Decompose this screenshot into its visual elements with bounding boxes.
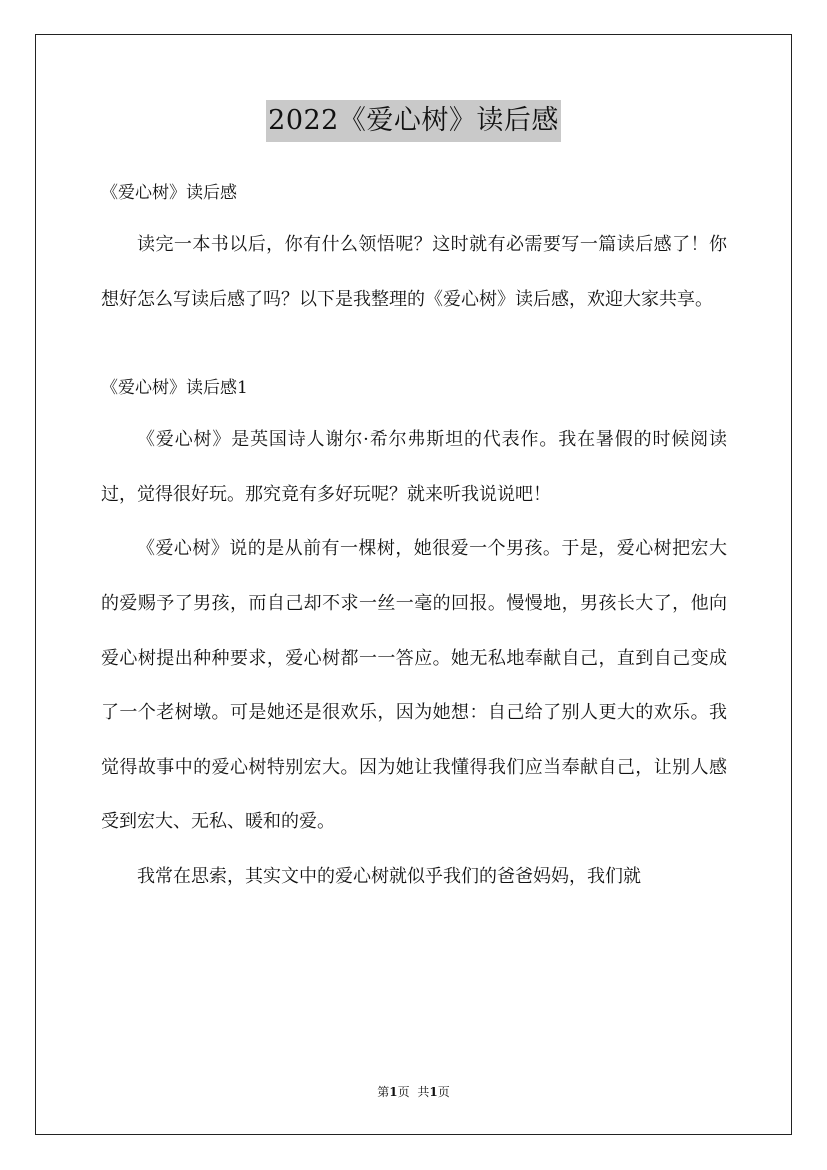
total-prefix: 共 bbox=[417, 1085, 430, 1099]
document-title-wrap bbox=[0, 100, 827, 142]
page-number: 1 bbox=[389, 1085, 398, 1099]
intro-heading: 《爱心树》读后感 bbox=[101, 183, 237, 203]
total-suffix: 页 bbox=[437, 1085, 450, 1099]
document-title: 2022《爱心树》读后感 bbox=[266, 100, 561, 142]
page-footer bbox=[0, 1083, 827, 1100]
total-pages: 1 bbox=[429, 1085, 438, 1099]
intro-paragraph: 读完一本书以后，你有什么领悟呢？这时就有必需要写一篇读后感了！你想好怎么写读后感了吗？以下是我整理的《爱心树》读后感，欢迎大家共享。 bbox=[101, 234, 727, 310]
page-suffix: 页 bbox=[397, 1085, 410, 1099]
section-heading: 《爱心树》读后感1 bbox=[101, 378, 248, 399]
body-paragraph: 我常在思索，其实文中的爱心树就似乎我们的爸爸妈妈，我们就 bbox=[137, 865, 641, 887]
document-body bbox=[101, 174, 727, 905]
spacer bbox=[101, 327, 727, 365]
body-paragraph: 《爱心树》是英国诗人谢尔·希尔弗斯坦的代表作。我在暑假的时候阅读过，觉得很好玩。那究竟有多好玩呢？就来听我说说吧！ bbox=[101, 429, 727, 505]
body-paragraph: 《爱心树》说的是从前有一棵树，她很爱一个男孩。于是，爱心树把宏大的爱赐予了男孩，而自己却不求一丝一毫的回报。慢慢地，男孩长大了，他向爱心树提出种种要求，爱心树都一一答应。她无私地奉献自己，直到自己变成了一个老树墩。可是她还是很欢乐，因为她想：自己给了别人更大的欢乐。我觉得故事中的爱心树特别宏大。因为她让我懂得我们应当奉献自己，让别人感受到宏大、无私、暖和的爱。 bbox=[101, 538, 727, 833]
page-prefix: 第 bbox=[377, 1085, 390, 1099]
